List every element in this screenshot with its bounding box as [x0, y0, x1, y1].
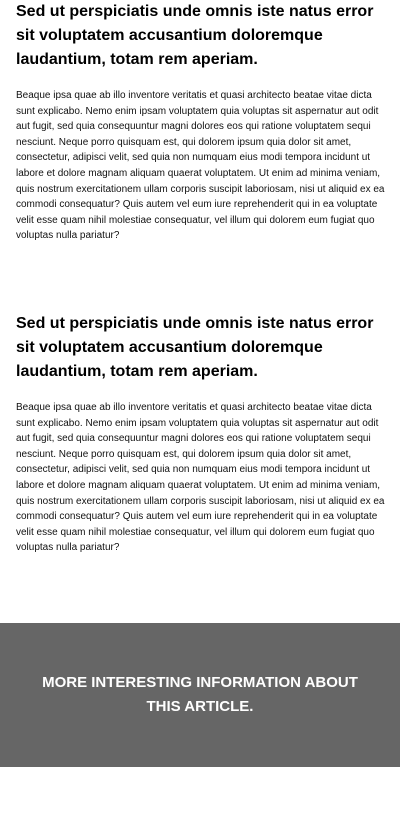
article-body: Beaque ipsa quae ab illo inventore veritatis et quasi architecto beatae vitae dicta sunt explicabo. Nemo enim ipsam voluptatem quia voluptas sit aspernatur aut odit aut fugit, sed quia consequuntur magni dolores eos qui ratione voluptatem sequi nesciunt. Neque porro quisquam est, qui dolorem ipsum quia dolor sit amet, consectetur, adipisci velit, sed quia non numquam eius modi tempora incidunt ut labore et dolore magnam aliquam quaerat voluptatem. Ut enim ad minima veniam, quis nostrum exercitationem ullam corporis suscipit laboriosam, nisi ut aliquid ex ea commodi consequatur? Quis autem vel eum iure reprehenderit qui in ea voluptate velit esse quam nihil molestiae consequatur, vel illum qui dolorem eum fugiat quo voluptas nulla pariatur? — [16, 90, 385, 242]
article-title: Sed ut perspiciatis unde omnis iste natus error sit voluptatem accusantium doloremque laudantium, totam rem aperiam. — [16, 315, 374, 380]
more-info-banner-text: MORE INTERESTING INFORMATION ABOUT THIS ARTICLE. — [42, 674, 358, 715]
more-info-banner[interactable] — [0, 623, 400, 767]
article-body: Beaque ipsa quae ab illo inventore veritatis et quasi architecto beatae vitae dicta sunt explicabo. Nemo enim ipsam voluptatem quia voluptas sit aspernatur aut odit aut fugit, sed quia consequuntur magni dolores eos qui ratione voluptatem sequi nesciunt. Neque porro quisquam est, qui dolorem ipsum quia dolor sit amet, consectetur, adipisci velit, sed quia non numquam eius modi tempora incidunt ut labore et dolore magnam aliquam quaerat voluptatem. Ut enim ad minima veniam, quis nostrum exercitationem ullam corporis suscipit laboriosam, nisi ut aliquid ex ea commodi consequatur? Quis autem vel eum iure reprehenderit qui in ea voluptate velit esse quam nihil molestiae consequatur, vel illum qui dolorem eum fugiat quo voluptas nulla pariatur? — [16, 402, 385, 554]
article-section — [16, 312, 386, 556]
article-title: Sed ut perspiciatis unde omnis iste natus error sit voluptatem accusantium doloremque laudantium, totam rem aperiam. — [16, 3, 374, 68]
article-section — [16, 0, 386, 244]
